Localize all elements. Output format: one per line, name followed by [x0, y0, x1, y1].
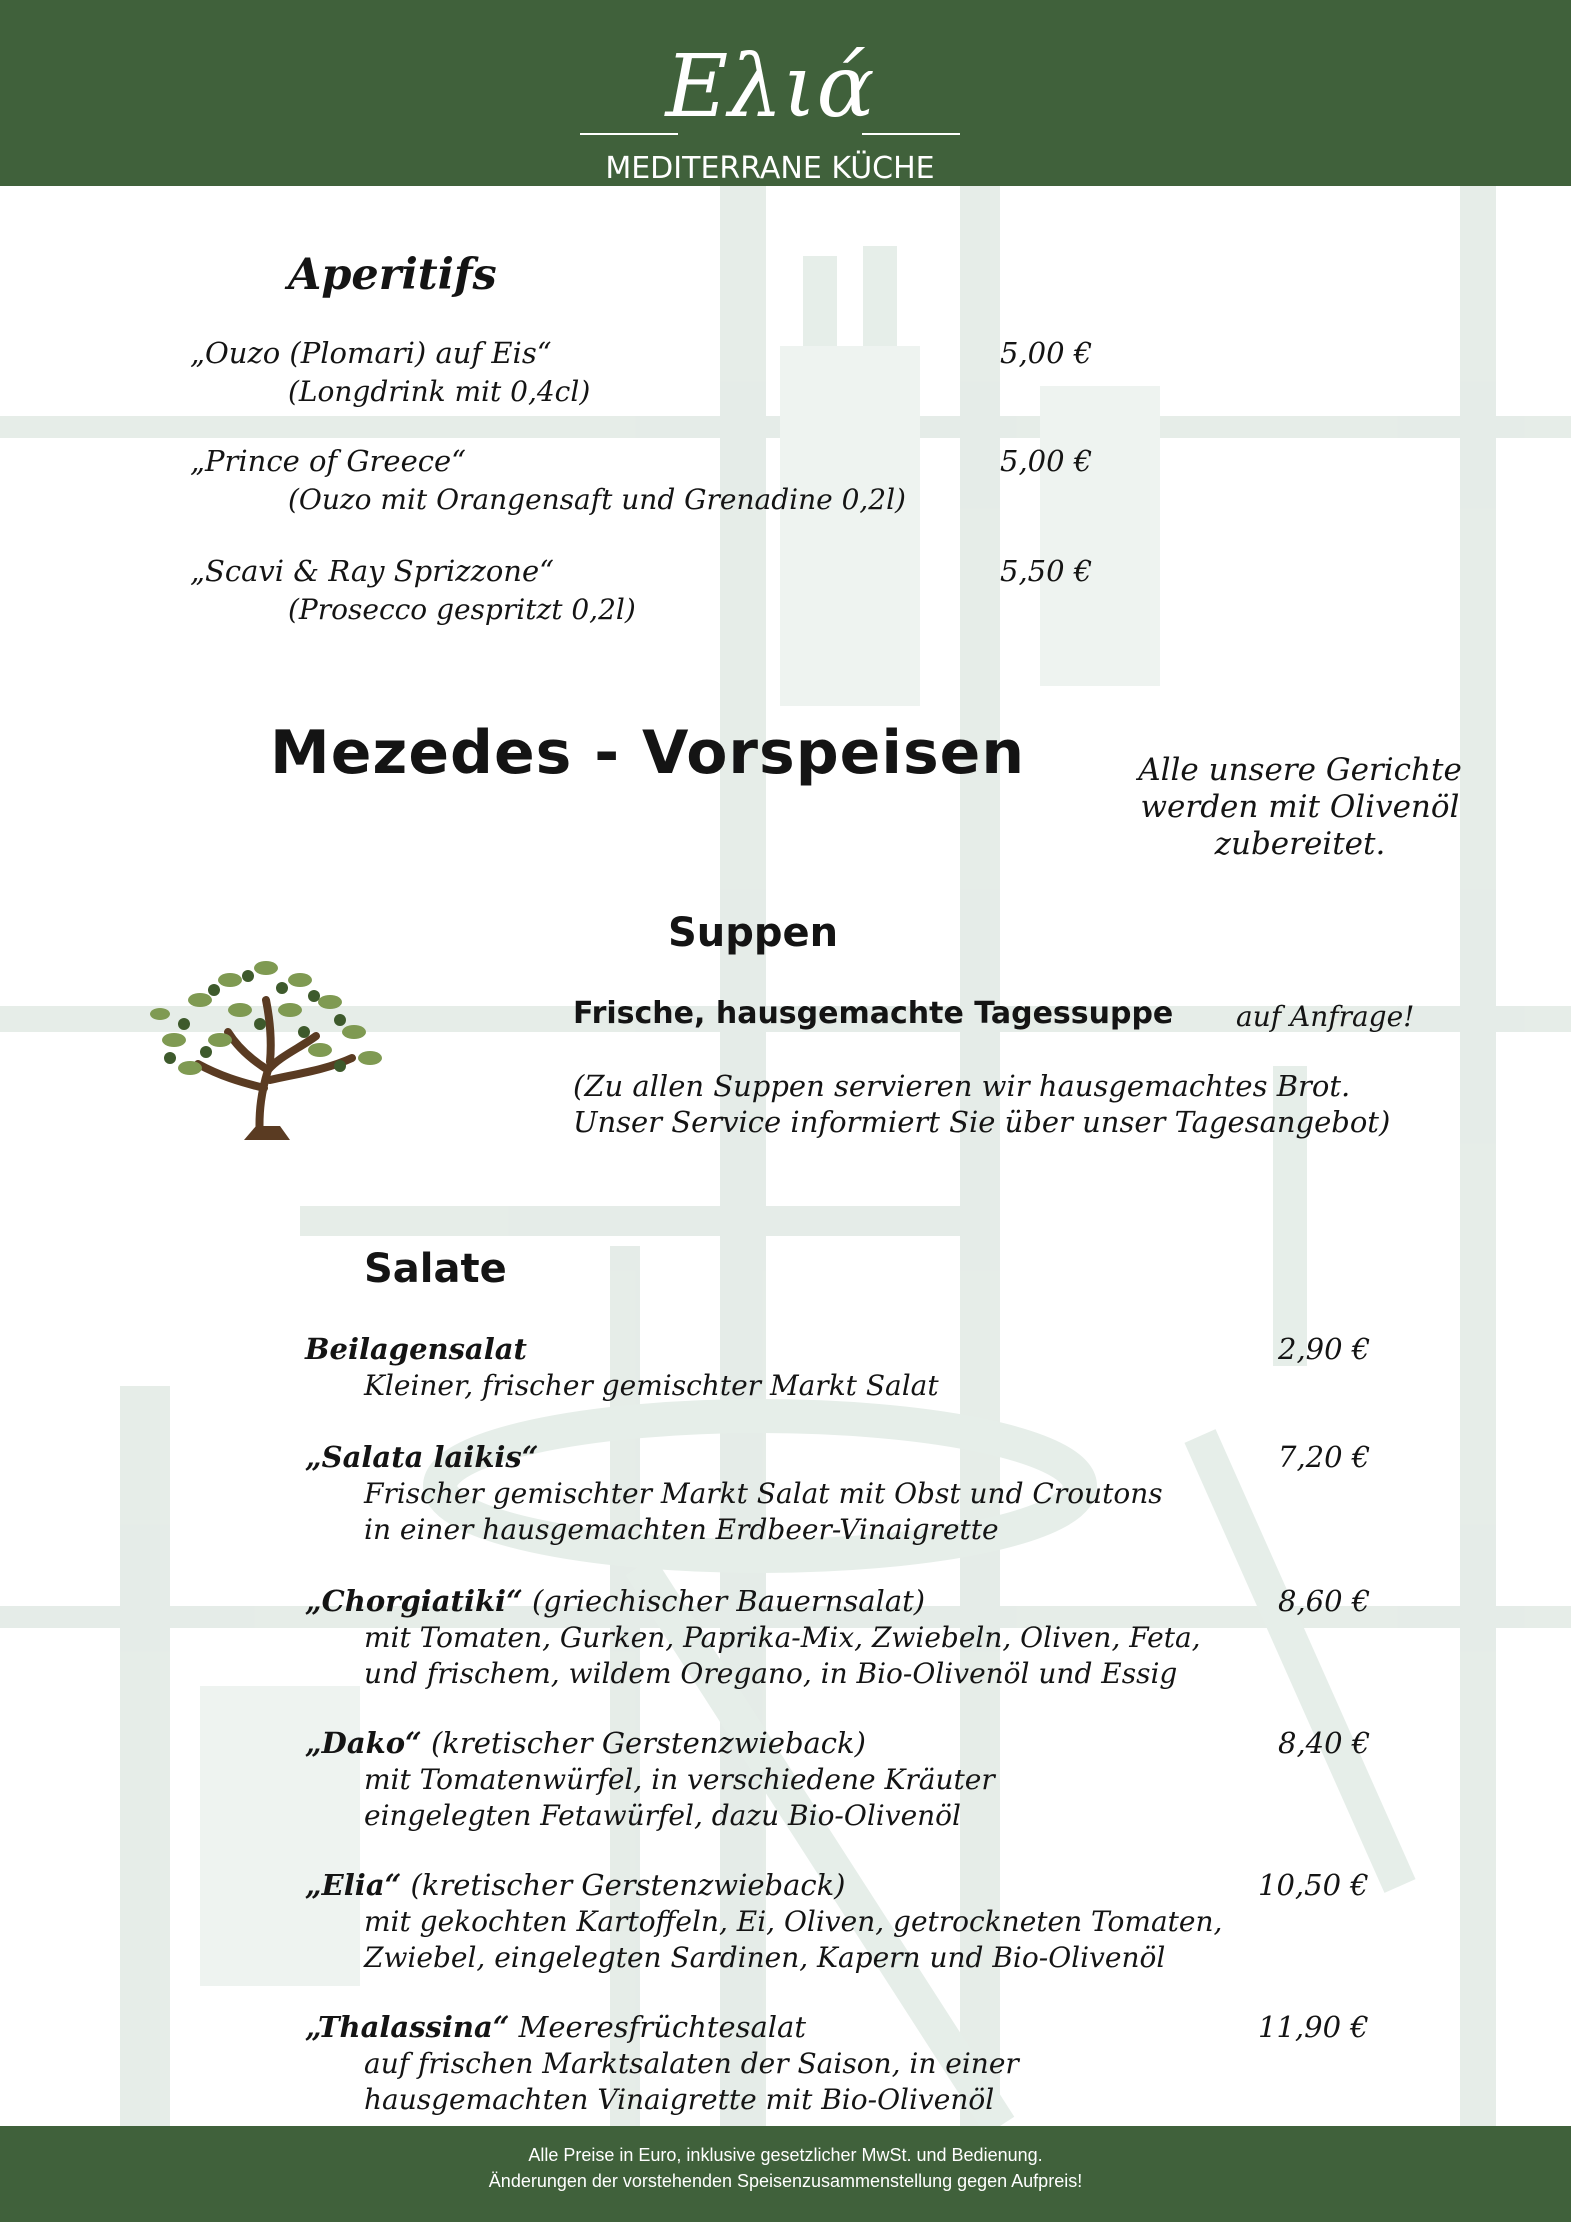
suppen-heading: Suppen: [668, 910, 839, 956]
footer-price-note: Alle Preise in Euro, inklusive gesetzlicher MwSt. und Bedienung.: [528, 2145, 1043, 2165]
olive-oil-note: Alle unsere Gerichte werden mit Olivenöl zubereitet.: [1138, 752, 1462, 862]
footer-change-note: Änderungen der vorstehenden Speisenzusammenstellung gegen Aufpreis!: [488, 2171, 1083, 2191]
aperitif-desc: (Ouzo mit Orangensaft und Grenadine 0,2l): [288, 483, 906, 516]
salad-name: „Elia“ (kretischer Gerstenzwieback): [305, 1868, 846, 1902]
aperitif-name: „Ouzo (Plomari) auf Eis“: [190, 336, 552, 370]
soup-note-line: (Zu allen Suppen servieren wir hausgemachtes Brot.: [573, 1069, 1351, 1103]
salad-name: „Salata laikis“: [305, 1440, 539, 1474]
salad-price: 10,50 €: [1258, 1868, 1369, 1902]
aperitif-price: 5,00 €: [1000, 336, 1093, 370]
soup-note-line: Unser Service informiert Sie über unser Tagesangebot): [573, 1105, 1391, 1139]
header-bar: [0, 0, 1571, 186]
olive-tree-icon: [140, 940, 390, 1140]
soup-price: auf Anfrage!: [1236, 1000, 1415, 1033]
salad-price: 11,90 €: [1258, 2010, 1369, 2044]
salad-desc: mit Tomatenwürfel, in verschiedene Kräuter eingelegten Fetawürfel, dazu Bio-Olivenöl: [364, 1763, 995, 1832]
aperitif-desc: (Longdrink mit 0,4cl): [288, 375, 591, 408]
salad-name: „Thalassina“ Meeresfrüchtesalat: [305, 2010, 806, 2044]
aperitif-name: „Scavi & Ray Sprizzone“: [190, 554, 554, 588]
mezedes-heading: Mezedes - Vorspeisen: [270, 718, 1026, 788]
salad-desc: mit gekochten Kartoffeln, Ei, Oliven, getrockneten Tomaten, Zwiebel, eingelegten Sardinen, Kapern und Bio-Olivenöl: [364, 1905, 1223, 1974]
elia-logo: [560, 8, 980, 184]
aperitif-price: 5,00 €: [1000, 444, 1093, 478]
salad-name: Beilagensalat: [305, 1332, 527, 1366]
salate-heading: Salate: [364, 1246, 507, 1292]
aperitif-desc: (Prosecco gespritzt 0,2l): [288, 593, 636, 626]
salad-price: 7,20 €: [1278, 1440, 1371, 1474]
salad-price: 8,60 €: [1278, 1584, 1371, 1618]
soup-note: [573, 1068, 1390, 1140]
aperitif-name: „Prince of Greece“: [190, 444, 466, 478]
aperitifs-heading: Aperitifs: [288, 250, 497, 300]
salad-name: „Chorgiatiki“ (griechischer Bauernsalat): [305, 1584, 926, 1618]
salad-price: 2,90 €: [1278, 1332, 1371, 1366]
svg-text:MEDITERRANE KÜCHE: MEDITERRANE KÜCHE: [605, 151, 935, 184]
soup-name: Frische, hausgemachte Tagessuppe: [573, 996, 1174, 1031]
salad-price: 8,40 €: [1278, 1726, 1371, 1760]
footer-bar: [0, 2126, 1571, 2222]
aperitif-price: 5,50 €: [1000, 554, 1093, 588]
salad-desc: Kleiner, frischer gemischter Markt Salat: [364, 1369, 939, 1402]
salad-desc: Frischer gemischter Markt Salat mit Obst und Croutons in einer hausgemachten Erdbeer-Vinaigrette: [364, 1477, 1163, 1546]
salad-name: „Dako“ (kretischer Gerstenzwieback): [305, 1726, 866, 1760]
salad-desc: auf frischen Marktsalaten der Saison, in einer hausgemachten Vinaigrette mit Bio-Olivenöl: [364, 2047, 1019, 2116]
salad-desc: mit Tomaten, Gurken, Paprika-Mix, Zwiebeln, Oliven, Feta, und frischem, wildem Oregano, in Bio-Olivenöl und Essig: [364, 1621, 1201, 1690]
svg-text:Ελιά: Ελιά: [665, 37, 875, 137]
